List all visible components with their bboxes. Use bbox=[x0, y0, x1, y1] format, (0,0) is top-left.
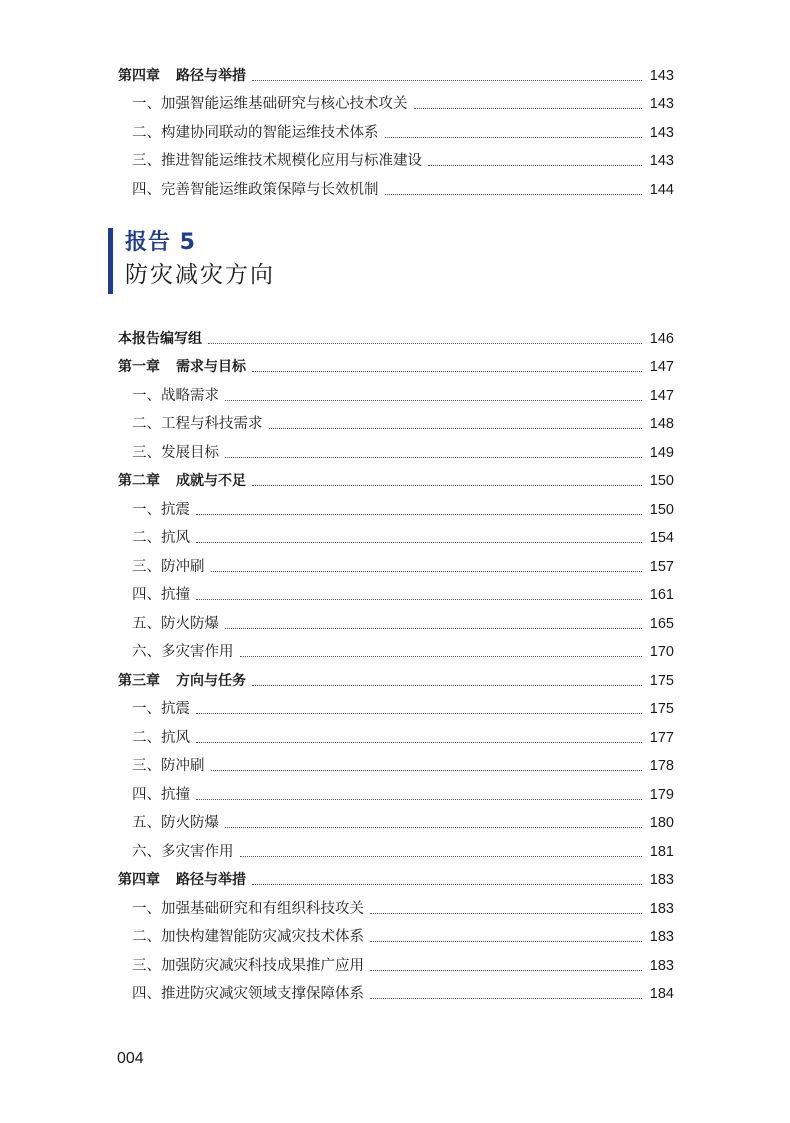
toc-section-row[interactable] bbox=[118, 406, 674, 435]
page-ref: 148 bbox=[649, 416, 674, 432]
chapter-label bbox=[118, 671, 246, 691]
toc-section-row[interactable] bbox=[118, 719, 674, 748]
chapter-title: 路径与举措 bbox=[176, 67, 246, 84]
leader-dots bbox=[428, 165, 642, 166]
page-ref: 179 bbox=[649, 786, 674, 803]
page-ref: 184 bbox=[649, 986, 674, 1002]
leader-dots bbox=[196, 742, 642, 743]
chapter-number: 第四章 bbox=[118, 67, 160, 84]
toc-block-report-5 bbox=[118, 320, 674, 1004]
toc-block-previous-report bbox=[118, 57, 674, 200]
page-ref: 154 bbox=[649, 530, 674, 546]
leader-dots bbox=[225, 827, 642, 828]
page-ref: 183 bbox=[649, 957, 674, 974]
toc-section-row[interactable] bbox=[118, 976, 674, 1005]
leader-dots bbox=[211, 571, 643, 572]
section-label: 一、加强基础研究和有组织科技攻关 bbox=[132, 900, 364, 917]
chapter-number: 第二章 bbox=[118, 473, 160, 489]
toc-section-row[interactable] bbox=[118, 548, 674, 577]
toc-section-row[interactable] bbox=[118, 434, 674, 463]
section-label: 一、加强智能运维基础研究与核心技术攻关 bbox=[132, 96, 408, 112]
section-label: 六、多灾害作用 bbox=[132, 843, 234, 860]
toc-section-row[interactable] bbox=[118, 520, 674, 549]
page-ref: 180 bbox=[649, 815, 674, 831]
toc-section-row[interactable] bbox=[118, 890, 674, 919]
toc-section-row[interactable] bbox=[118, 805, 674, 834]
leader-dots bbox=[252, 884, 642, 885]
toc-section-row[interactable] bbox=[118, 491, 674, 520]
leader-dots bbox=[252, 80, 642, 81]
toc-section-row[interactable] bbox=[118, 86, 674, 115]
section-label: 二、抗风 bbox=[132, 530, 190, 546]
leader-dots bbox=[225, 628, 642, 629]
section-label: 三、防冲刷 bbox=[132, 758, 205, 774]
leader-dots bbox=[370, 970, 642, 971]
leader-dots bbox=[385, 137, 643, 138]
toc-section-row[interactable] bbox=[118, 143, 674, 172]
chapter-title: 路径与举措 bbox=[176, 872, 246, 888]
leader-dots bbox=[385, 194, 643, 195]
leader-dots bbox=[240, 856, 643, 857]
leader-dots bbox=[370, 998, 642, 999]
section-label: 二、抗风 bbox=[132, 729, 190, 746]
toc-section-row[interactable] bbox=[118, 691, 674, 720]
section-label: 五、防火防爆 bbox=[132, 815, 219, 831]
toc-section-row[interactable] bbox=[118, 748, 674, 777]
section-label: 四、抗撞 bbox=[132, 587, 190, 603]
leader-dots bbox=[240, 656, 643, 657]
toc-section-row[interactable] bbox=[118, 833, 674, 862]
section-label: 三、发展目标 bbox=[132, 444, 219, 461]
section-label: 一、战略需求 bbox=[132, 387, 219, 404]
leader-dots bbox=[370, 913, 642, 914]
section-label: 四、推进防灾减灾领域支撑保障体系 bbox=[132, 986, 364, 1002]
leader-dots bbox=[414, 108, 643, 109]
chapter-label bbox=[118, 870, 246, 890]
toc-section-row[interactable] bbox=[118, 377, 674, 406]
chapter-label bbox=[118, 471, 246, 491]
toc-section-row[interactable] bbox=[118, 776, 674, 805]
leader-dots bbox=[208, 343, 642, 344]
page-ref: 143 bbox=[649, 124, 674, 141]
page-ref: 177 bbox=[649, 729, 674, 746]
page-ref: 147 bbox=[649, 359, 674, 375]
page-ref: 143 bbox=[649, 96, 674, 112]
page-ref: 147 bbox=[649, 387, 674, 404]
leader-dots bbox=[370, 941, 642, 942]
leader-dots bbox=[269, 428, 643, 429]
section-label: 三、加强防灾减灾科技成果推广应用 bbox=[132, 957, 364, 974]
page-ref: 157 bbox=[649, 558, 674, 575]
leader-dots bbox=[225, 457, 642, 458]
leader-dots bbox=[252, 371, 642, 372]
page-ref: 143 bbox=[649, 67, 674, 84]
chapter-title: 需求与目标 bbox=[176, 359, 246, 375]
leader-dots bbox=[225, 400, 642, 401]
toc-chapter-row[interactable] bbox=[118, 662, 674, 691]
page-ref: 183 bbox=[649, 929, 674, 945]
section-label: 二、加快构建智能防灾减灾技术体系 bbox=[132, 929, 364, 945]
toc-chapter-row[interactable] bbox=[118, 862, 674, 891]
page-ref: 170 bbox=[649, 644, 674, 660]
leader-dots bbox=[196, 713, 642, 714]
leader-dots bbox=[196, 514, 642, 515]
page-ref: 150 bbox=[649, 473, 674, 489]
page-ref: 149 bbox=[649, 444, 674, 461]
leader-dots bbox=[196, 799, 642, 800]
report-header bbox=[108, 228, 275, 294]
leader-dots bbox=[211, 770, 643, 771]
chapter-title: 方向与任务 bbox=[176, 672, 246, 689]
page-ref: 181 bbox=[649, 843, 674, 860]
toc-section-row[interactable] bbox=[118, 947, 674, 976]
page-ref: 183 bbox=[649, 900, 674, 917]
section-label: 五、防火防爆 bbox=[132, 615, 219, 632]
toc-section-row[interactable] bbox=[118, 919, 674, 948]
leader-dots bbox=[196, 599, 642, 600]
report-title: 防灾减灾方向 bbox=[125, 262, 275, 288]
leader-dots bbox=[252, 485, 642, 486]
page-ref: 150 bbox=[649, 501, 674, 518]
toc-chapter-row[interactable] bbox=[118, 57, 674, 86]
chapter-number: 第一章 bbox=[118, 359, 160, 375]
toc-preface-row[interactable] bbox=[118, 320, 674, 349]
page-ref: 183 bbox=[649, 872, 674, 888]
page-ref: 161 bbox=[649, 587, 674, 603]
section-label: 四、完善智能运维政策保障与长效机制 bbox=[132, 181, 379, 198]
chapter-label bbox=[118, 357, 246, 377]
section-label: 一、抗震 bbox=[132, 701, 190, 717]
chapter-number: 第四章 bbox=[118, 872, 160, 888]
toc-chapter-row[interactable] bbox=[118, 349, 674, 378]
toc-section-row[interactable] bbox=[118, 605, 674, 634]
section-label: 二、工程与科技需求 bbox=[132, 416, 263, 432]
page-ref: 143 bbox=[649, 153, 674, 169]
leader-dots bbox=[252, 685, 642, 686]
chapter-title: 成就与不足 bbox=[176, 473, 246, 489]
section-label: 三、防冲刷 bbox=[132, 558, 205, 575]
page-number: 004 bbox=[117, 1050, 144, 1067]
section-label: 二、构建协同联动的智能运维技术体系 bbox=[132, 124, 379, 141]
toc-section-row[interactable] bbox=[118, 577, 674, 606]
toc-section-row[interactable] bbox=[118, 171, 674, 200]
leader-dots bbox=[196, 542, 642, 543]
page-ref: 144 bbox=[649, 181, 674, 198]
report-number: 报告 5 bbox=[125, 230, 196, 255]
page-ref: 175 bbox=[649, 701, 674, 717]
page-ref: 175 bbox=[649, 672, 674, 689]
toc-chapter-row[interactable] bbox=[118, 463, 674, 492]
section-label: 三、推进智能运维技术规模化应用与标准建设 bbox=[132, 153, 422, 169]
toc-section-row[interactable] bbox=[118, 634, 674, 663]
chapter-label bbox=[118, 66, 246, 86]
page-ref: 165 bbox=[649, 615, 674, 632]
section-label: 一、抗震 bbox=[132, 501, 190, 518]
toc-section-row[interactable] bbox=[118, 114, 674, 143]
section-label: 六、多灾害作用 bbox=[132, 644, 234, 660]
section-label: 四、抗撞 bbox=[132, 786, 190, 803]
chapter-number: 第三章 bbox=[118, 672, 160, 689]
preface-label: 本报告编写组 bbox=[118, 330, 202, 347]
page-ref: 178 bbox=[649, 758, 674, 774]
page-ref: 146 bbox=[649, 330, 674, 347]
